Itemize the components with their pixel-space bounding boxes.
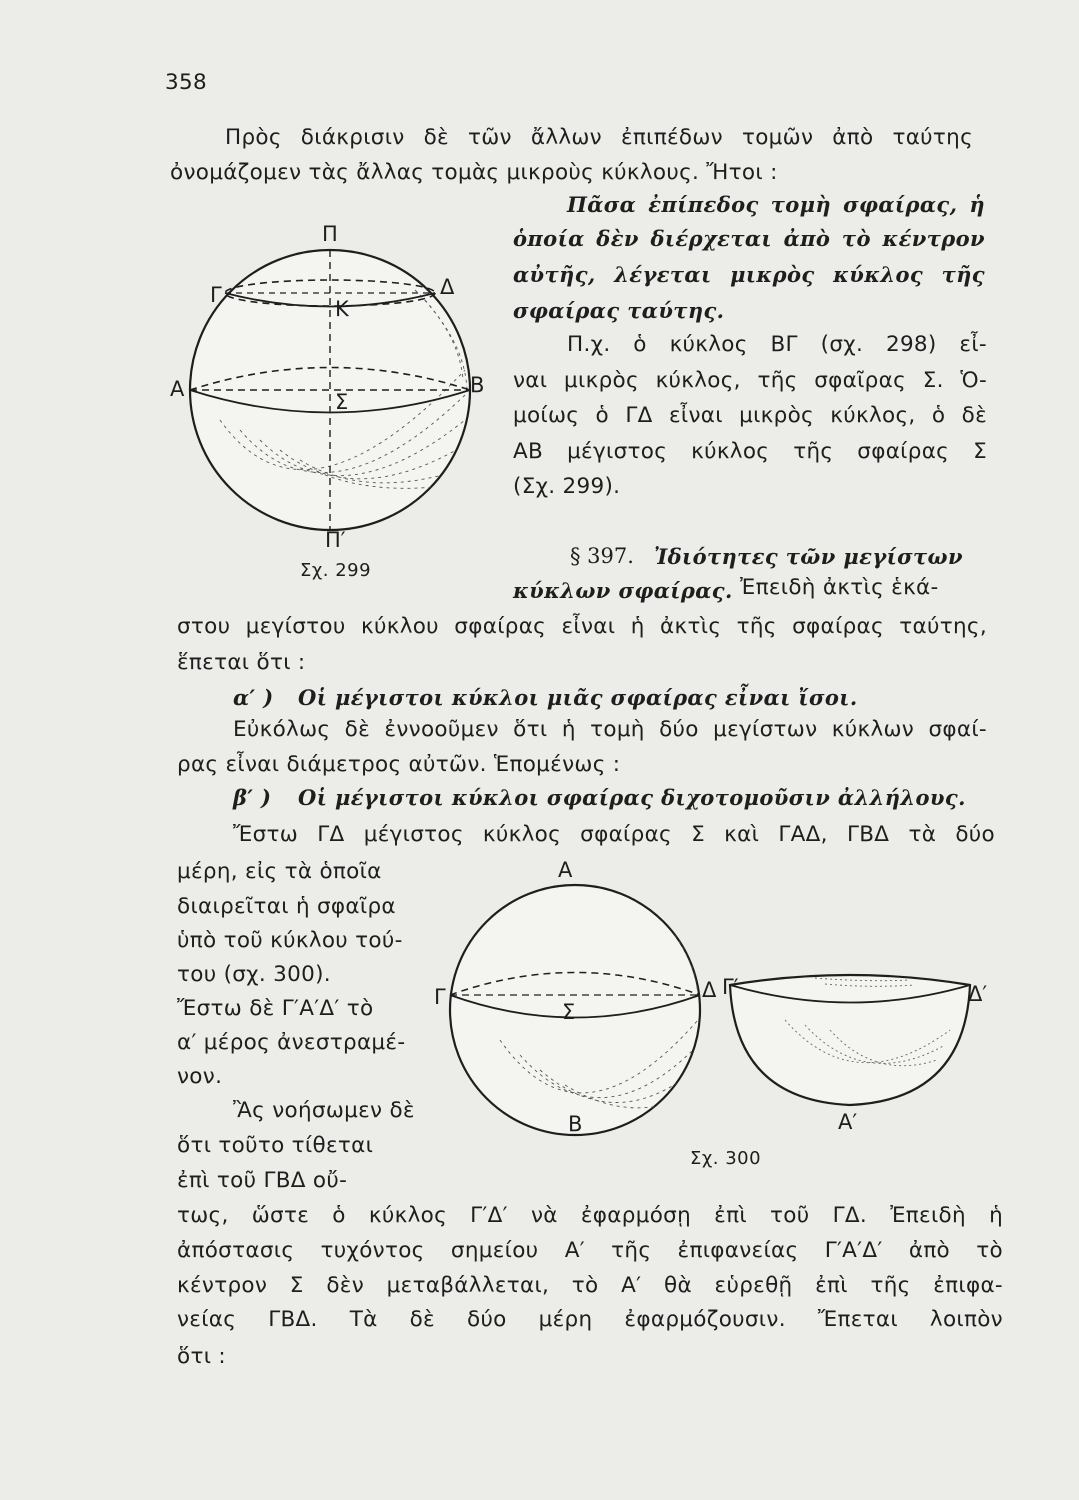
definition-line: σφαίρας ταύτης. xyxy=(513,298,725,323)
figure-300-hemisphere xyxy=(725,970,975,1120)
paragraph-line: του (σχ. 300). xyxy=(177,962,331,987)
figure-caption: Σχ. 300 xyxy=(690,1148,762,1169)
paragraph-line: ὅτι : xyxy=(177,1344,226,1369)
section-number: § 397. xyxy=(570,544,634,568)
section-title: κύκλων σφαίρας. xyxy=(513,578,733,603)
figure-300-sphere xyxy=(440,880,720,1140)
label-gamma-prime: Γ′ xyxy=(722,975,739,999)
paragraph-line: κέντρον Σ δὲν μεταβάλλεται, τὸ Α′ θὰ εὑρεθῇ ἐπὶ τῆς ἐπιφα- xyxy=(177,1273,1003,1298)
paragraph-line: στου μεγίστου κύκλου σφαίρας εἶναι ἡ ἀκτὶς τῆς σφαίρας ταύτης, xyxy=(177,614,987,639)
example-line: ΑΒ μέγιστος κύκλος τῆς σφαίρας Σ xyxy=(513,439,987,464)
label-sigma: Σ xyxy=(562,1000,576,1024)
label-alpha: Α xyxy=(558,858,573,882)
paragraph-line: ἀπόστασις τυχόντος σημείου Α′ τῆς ἐπιφανείας Γ′Α′Δ′ ἀπὸ τὸ xyxy=(177,1238,1003,1263)
page-number: 358 xyxy=(165,70,207,95)
example-line: (Σχ. 299). xyxy=(513,474,621,499)
label-alpha-prime: Α′ xyxy=(838,1110,858,1134)
paragraph-line: ἐπὶ τοῦ ΓΒΔ οὔ- xyxy=(177,1168,348,1193)
paragraph-line: ὑπὸ τοῦ κύκλου τού- xyxy=(177,928,403,953)
definition-line: ὁποία δὲν διέρχεται ἀπὸ τὸ κέντρον xyxy=(513,226,985,251)
paragraph-line: τως, ὥστε ὁ κύκλος Γ′Δ′ νὰ ἐφαρμόσῃ ἐπὶ τοῦ ΓΔ. Ἐπειδὴ ἡ xyxy=(177,1203,1003,1228)
figure-caption: Σχ. 299 xyxy=(300,560,372,581)
label-delta: Δ xyxy=(440,275,455,299)
label-kappa: Κ xyxy=(335,297,349,321)
paragraph-line: διαιρεῖται ἡ σφαῖρα xyxy=(177,894,396,919)
paragraph-line: α′ μέρος ἀνεστραμέ- xyxy=(177,1030,406,1055)
property-text: Οἱ μέγιστοι κύκλοι σφαίρας διχοτομοῦσιν ἀλλήλους. xyxy=(298,785,966,810)
paragraph-line: Ἂς νοήσωμεν δὲ xyxy=(233,1098,415,1123)
paragraph-line: ἕπεται ὅτι : xyxy=(177,650,306,675)
paragraph-line: Ἔστω δὲ Γ′Α′Δ′ τὸ xyxy=(177,996,374,1021)
example-line: ναι μικρὸς κύκλος, τῆς σφαῖρας Σ. Ὁ- xyxy=(513,368,987,393)
label-delta-prime: Δ′ xyxy=(968,982,988,1006)
example-line: μοίως ὁ ΓΔ εἶναι μικρὸς κύκλος, ὁ δὲ xyxy=(513,403,987,428)
example-line: Π.χ. ὁ κύκλος ΒΓ (σχ. 298) εἶ- xyxy=(567,332,987,357)
definition-line: Πᾶσα ἐπίπεδος τομὴ σφαίρας, ἡ xyxy=(567,192,985,217)
label-gamma: Γ xyxy=(210,283,222,307)
label-beta: Β xyxy=(568,1112,583,1136)
label-alpha: Α xyxy=(170,377,185,401)
label-sigma: Σ xyxy=(335,390,349,414)
paragraph-line: Ἔστω ΓΔ μέγιστος κύκλος σφαίρας Σ καὶ ΓΑΔ, ΓΒΔ τὰ δύο xyxy=(233,822,995,847)
paragraph-line: ρας εἶναι διάμετρος αὐτῶν. Ἑπομένως : xyxy=(177,752,621,777)
paragraph-line: Ἐπειδὴ ἀκτὶς ἑκά- xyxy=(740,575,939,600)
figure-299-sphere xyxy=(165,220,485,550)
label-pi-top: Π xyxy=(322,222,338,246)
property-text: Οἱ μέγιστοι κύκλοι μιᾶς σφαίρας εἶναι ἴσοι. xyxy=(298,685,858,710)
label-pi-bottom: Π′ xyxy=(325,528,346,552)
property-marker: α′ ) xyxy=(233,685,274,710)
paragraph-line: νείας ΓΒΔ. Τὰ δὲ δύο μέρη ἐφαρμόζουσιν. Ἔπεται λοιπὸν xyxy=(177,1307,1003,1332)
section-title: Ἰδιότητες τῶν μεγίστων xyxy=(654,544,963,569)
definition-line: αὐτῆς, λέγεται μικρὸς κύκλος τῆς xyxy=(513,262,985,287)
paragraph-line: μέρη, εἰς τὰ ὁποῖα xyxy=(177,859,382,884)
property-marker: β′ ) xyxy=(233,785,272,810)
paragraph-line: Εὐκόλως δὲ ἐννοοῦμεν ὅτι ἡ τομὴ δύο μεγίστων κύκλων σφαί- xyxy=(233,717,987,742)
label-beta: Β xyxy=(470,373,485,397)
label-delta: Δ xyxy=(702,978,717,1002)
label-gamma: Γ xyxy=(434,985,446,1009)
paragraph-line: ὅτι τοῦτο τίθεται xyxy=(177,1133,374,1158)
paragraph-line: Πρὸς διάκρισιν δὲ τῶν ἄλλων ἐπιπέδων τομῶν ἀπὸ ταύτης xyxy=(225,125,973,150)
paragraph-line: ὀνομάζομεν τὰς ἄλλας τομὰς μικροὺς κύκλους. Ἤτοι : xyxy=(170,160,778,185)
paragraph-line: νον. xyxy=(177,1064,223,1089)
